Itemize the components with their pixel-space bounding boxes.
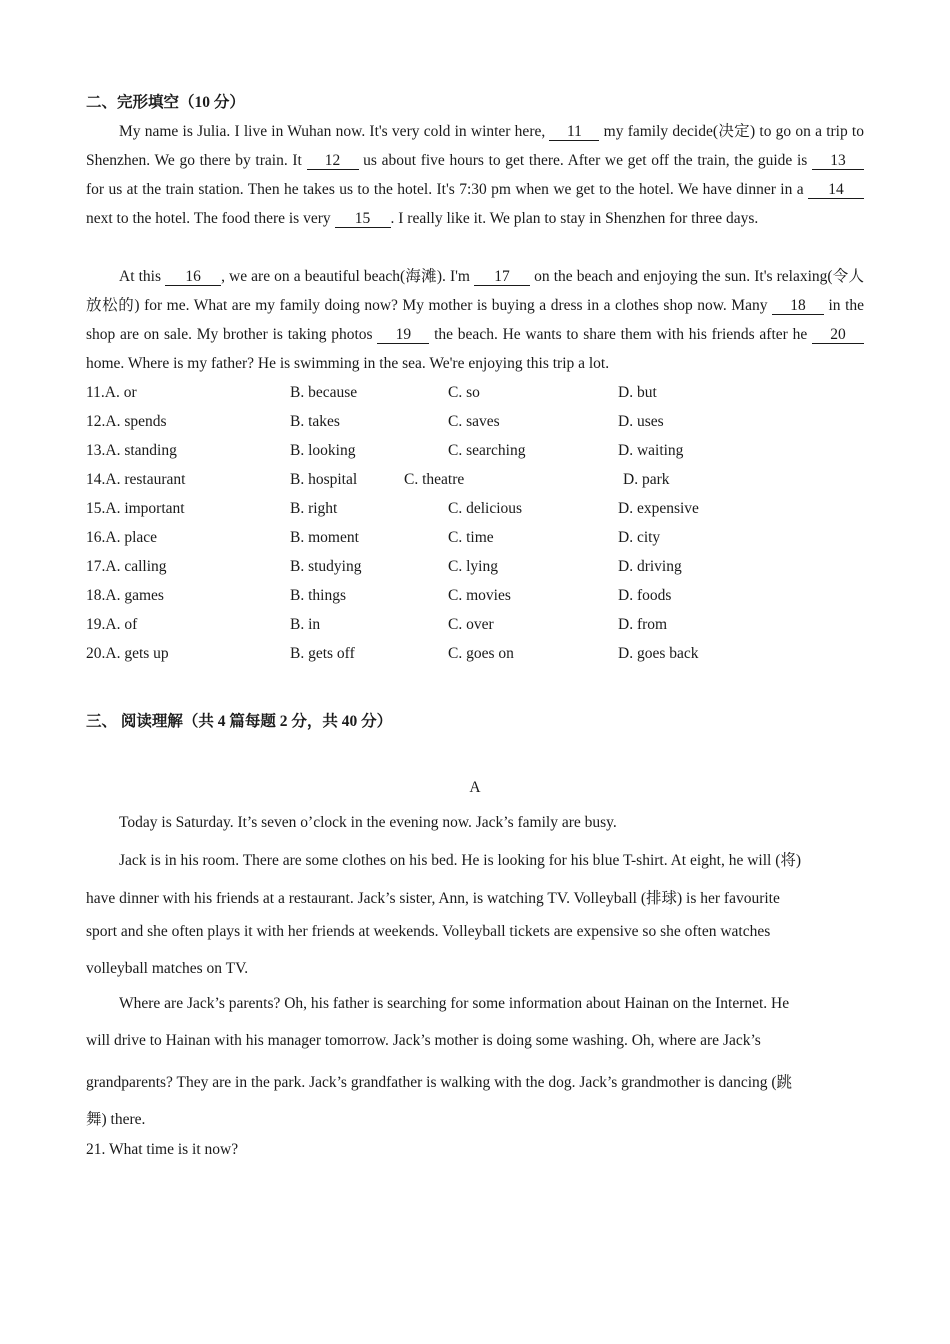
blank-16: 16 [165, 269, 221, 286]
option-d: D. expensive [618, 500, 699, 517]
option-b: B. because [290, 384, 358, 401]
reading-paragraph-2-line-2: have dinner with his friends at a restaurant. Jack’s sister, Ann, is watching TV. Volleyball (排球) is her favourite [86, 890, 780, 907]
option-c: C. saves [448, 413, 500, 430]
option-a: 12.A. spends [86, 413, 167, 430]
option-b: B. hospital [290, 471, 358, 488]
option-d: D. waiting [618, 442, 684, 459]
reading-paragraph-2-line-3: sport and she often plays it with her friends at weekends. Volleyball tickets are expensive so she often watches [86, 923, 771, 940]
option-row-18 [86, 581, 864, 610]
option-row-14 [86, 465, 864, 494]
option-c: C. so [448, 384, 480, 401]
reading-heading: 三、 阅读理解（共 4 篇每题 2 分，共 40 分） [86, 713, 393, 730]
option-c: C. over [448, 616, 494, 633]
option-b: B. right [290, 500, 338, 517]
option-d: D. city [618, 529, 661, 546]
reading-paragraph-3-line-3: grandparents? They are in the park. Jack’s grandfather is walking with the dog. Jack’s grandmother is dancing (跳 [86, 1074, 793, 1091]
blank-15: 15 [335, 211, 391, 228]
option-c: C. delicious [448, 500, 523, 517]
option-row-12 [86, 407, 864, 436]
option-b: B. in [290, 616, 321, 633]
option-row-11 [86, 378, 864, 407]
option-b: B. looking [290, 442, 356, 459]
option-a: 18.A. games [86, 587, 164, 604]
option-d: D. driving [618, 558, 682, 575]
question-21: 21. What time is it now? [86, 1141, 239, 1158]
option-a: 17.A. calling [86, 558, 167, 575]
cloze-heading: 二、完形填空（10 分） [86, 94, 245, 111]
option-d: D. park [623, 471, 670, 488]
option-c: C. theatre [404, 471, 465, 488]
blank-19: 19 [377, 327, 429, 344]
option-a: 15.A. important [86, 500, 185, 517]
option-c: C. movies [448, 587, 511, 604]
option-row-17 [86, 552, 864, 581]
reading-paragraph-3-line-1: Where are Jack’s parents? Oh, his father is searching for some information about Hainan on the Internet. He [119, 995, 790, 1012]
option-a: 11.A. or [86, 384, 137, 401]
option-b: B. gets off [290, 645, 355, 662]
option-b: B. things [290, 587, 346, 604]
reading-paragraph-2-line-4: volleyball matches on TV. [86, 960, 249, 977]
option-d: D. from [618, 616, 668, 633]
option-c: C. searching [448, 442, 526, 459]
exam-page [86, 0, 864, 1344]
blank-20: 20 [812, 327, 864, 344]
option-row-15 [86, 494, 864, 523]
option-a: 13.A. standing [86, 442, 177, 459]
option-c: C. lying [448, 558, 498, 575]
option-a: 19.A. of [86, 616, 138, 633]
option-row-13 [86, 436, 864, 465]
option-row-16 [86, 523, 864, 552]
reading-paragraph-2-line-1: Jack is in his room. There are some clothes on his bed. He is looking for his blue T-shirt. At eight, he will (将) [119, 852, 802, 869]
reading-paragraph-1: Today is Saturday. It’s seven o’clock in the evening now. Jack’s family are busy. [119, 814, 617, 831]
option-a: 20.A. gets up [86, 645, 169, 662]
blank-18: 18 [772, 298, 824, 315]
blank-11: 11 [549, 124, 599, 141]
blank-17: 17 [474, 269, 530, 286]
option-b: B. takes [290, 413, 340, 430]
option-c: C. goes on [448, 645, 514, 662]
cloze-paragraph-2: At this 16 , we are on a beautiful beach(海滩). I'm 17 on the beach and enjoying the sun. It's relaxing(令人放松的) for me. What are my family doing now? My mother is buying a dress in a clothes shop now. Many 18 in the shop are on sale. My brother is taking photos 19 the beach. He wants to share them with his friends after he 20 home. Where is my father? He is swimming in the sea. We're enjoying this trip a lot. [86, 268, 865, 372]
option-b: B. moment [290, 529, 359, 546]
option-d: D. goes back [618, 645, 699, 662]
option-d: D. but [618, 384, 657, 401]
option-c: C. time [448, 529, 494, 546]
blank-13: 13 [812, 153, 864, 170]
reading-paragraph-3-line-2: will drive to Hainan with his manager tomorrow. Jack’s mother is doing some washing. Oh, where are Jack’s [86, 1032, 761, 1049]
option-row-20 [86, 639, 864, 668]
blank-12: 12 [307, 153, 359, 170]
option-b: B. studying [290, 558, 362, 575]
blank-14: 14 [808, 182, 864, 199]
cloze-paragraph-1: My name is Julia. I live in Wuhan now. It's very cold in winter here, 11 my family decide(决定) to go on a trip to Shenzhen. We go there by train. It 12 us about five hours to get there. After we get off the train, the guide is 13 for us at the train station. Then he takes us to the hotel. It's 7:30 pm when we get to the hotel. We have dinner in a 14 next to the hotel. The food there is very 15 . I really like it. We plan to stay in Shenzhen for three days. [86, 123, 864, 227]
passage-label: A [469, 779, 481, 796]
option-d: D. uses [618, 413, 664, 430]
option-a: 14.A. restaurant [86, 471, 186, 488]
option-a: 16.A. place [86, 529, 158, 546]
option-row-19 [86, 610, 864, 639]
reading-paragraph-3-line-4: 舞) there. [86, 1111, 146, 1128]
option-d: D. foods [618, 587, 672, 604]
